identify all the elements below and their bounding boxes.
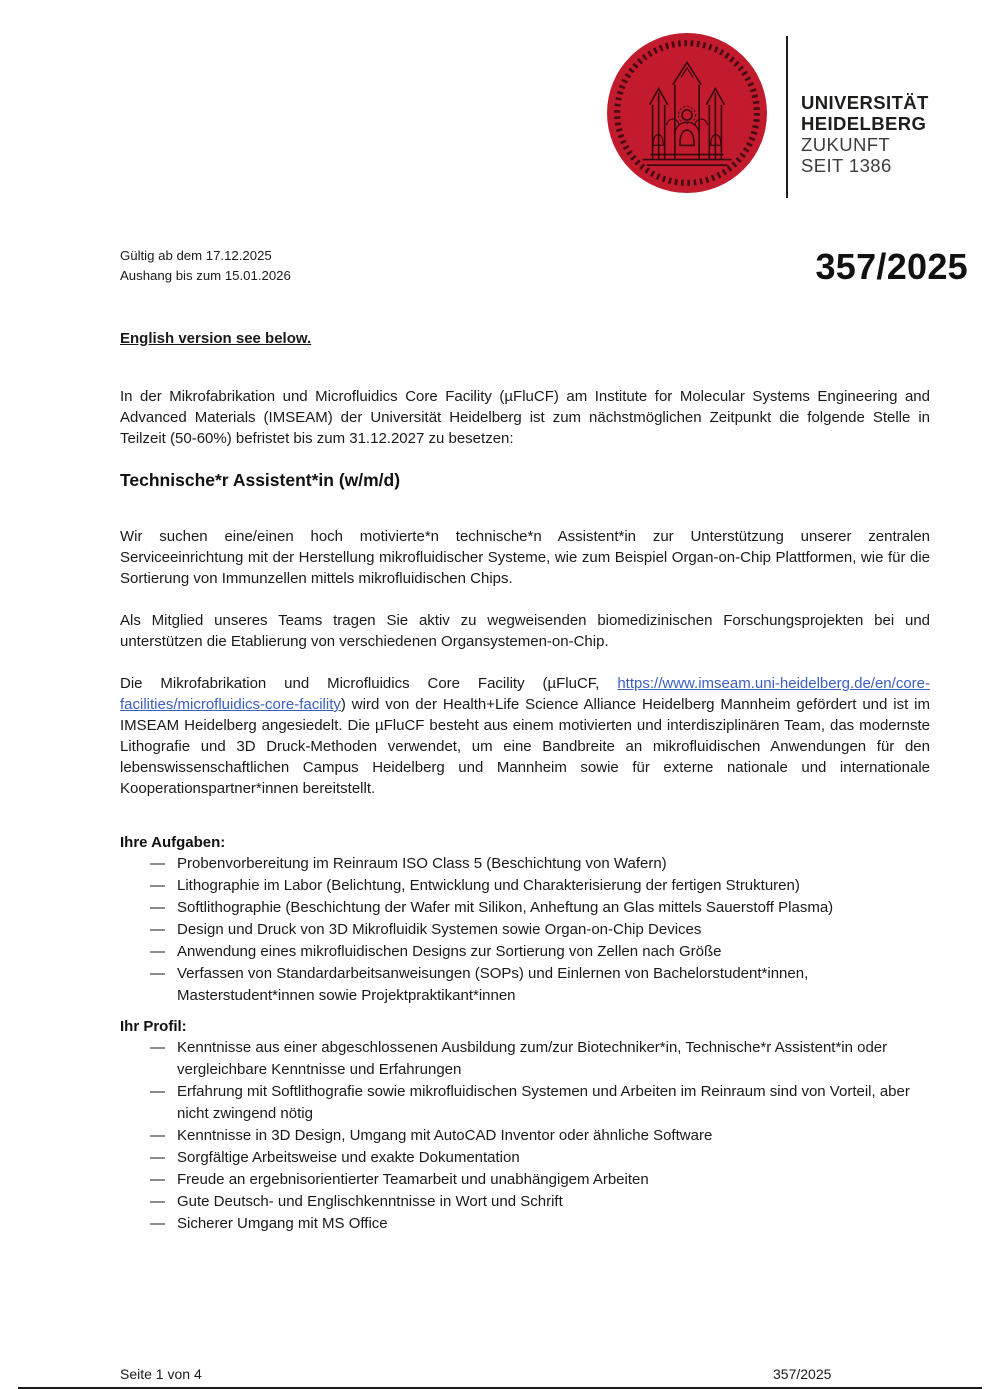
profile-list xyxy=(120,1037,930,1235)
profile-section xyxy=(120,1016,930,1235)
task-item xyxy=(120,853,930,875)
profile-item-text: Kenntnisse in 3D Design, Umgang mit AutoCAD Inventor oder ähnliche Software xyxy=(177,1127,713,1144)
profile-item xyxy=(120,1147,930,1169)
english-version-note: English version see below. xyxy=(120,330,312,347)
footer-reference-number: 357/2025 xyxy=(773,1366,832,1382)
dash-marker: — xyxy=(150,943,165,960)
tasks-section xyxy=(120,832,930,1007)
profile-item xyxy=(120,1081,930,1125)
task-item-text: Probenvorbereitung im Reinraum ISO Class 5 (Beschichtung von Wafern) xyxy=(177,855,667,872)
dash-marker: — xyxy=(150,1215,165,1232)
dash-marker: — xyxy=(150,1083,165,1100)
profile-item xyxy=(120,1213,930,1235)
wordmark-line-zukunft: ZUKUNFT xyxy=(801,134,891,155)
task-item xyxy=(120,963,930,1007)
wordmark-line-heidelberg: HEIDELBERG xyxy=(801,113,927,134)
profile-heading: Ihr Profil: xyxy=(120,1018,187,1035)
dash-marker: — xyxy=(150,877,165,894)
paragraph-wir-suchen: Wir suchen eine/einen hoch motivierte*n technische*n Assistent*in zur Unterstützung unserer zentralen Serviceeinrichtung mit der Herstellung mikrofluidischer Systeme, wie zum Beispiel Organ-on-Chip Plattformen, wie für die Sortierung von Immunzellen mittels mikrofluidischen Chips. xyxy=(120,528,930,587)
job-posting-body xyxy=(120,328,930,1244)
task-item xyxy=(120,897,930,919)
dash-marker: — xyxy=(150,899,165,916)
task-item-text: Softlithographie (Beschichtung der Wafer mit Silikon, Anheftung an Glas mittels Sauerstoff Plasma) xyxy=(177,899,834,916)
facility-link[interactable]: https://www.imseam.uni-heidelberg.de/en/core-facilities/microfluidics-core-facility xyxy=(120,675,930,713)
profile-item xyxy=(120,1037,930,1081)
posted-until-date: Aushang bis zum 15.01.2026 xyxy=(120,267,291,283)
profile-item-text: Gute Deutsch- und Englischkenntnisse in Wort und Schrift xyxy=(177,1193,563,1210)
paragraph-facility xyxy=(120,673,930,799)
task-item-text: Design und Druck von 3D Mikrofluidik Systemen sowie Organ-on-Chip Devices xyxy=(177,921,702,938)
dash-marker: — xyxy=(150,965,165,982)
dash-marker: — xyxy=(150,1039,165,1056)
tasks-list xyxy=(120,853,930,1007)
dash-marker: — xyxy=(150,1127,165,1144)
job-title: Technische*r Assistent*in (w/m/d) xyxy=(120,470,401,490)
facility-text-before-link: Die Mikrofabrikation und Microfluidics Core Facility (µFluCF, xyxy=(120,675,618,692)
intro-paragraph: In der Mikrofabrikation und Microfluidics Core Facility (µFluCF) am Institute for Molecular Systems Engineering and Advanced Materials (IMSEAM) der Universität Heidelberg ist zum nächstmöglichen Zeitpunkt die folgende Stelle in Teilzeit (50-60%) befristet bis zum 31.12.2027 zu besetzen: xyxy=(120,388,930,447)
dash-marker: — xyxy=(150,1149,165,1166)
paragraph-als-mitglied: Als Mitglied unseres Teams tragen Sie aktiv zu wegweisenden biomedizinischen Forschungsprojekten bei und unterstützen die Etablierung von verschiedenen Organsystemen-on-Chip. xyxy=(120,612,930,650)
task-item xyxy=(120,919,930,941)
profile-item xyxy=(120,1191,930,1213)
task-item-text: Lithographie im Labor (Belichtung, Entwicklung und Charakterisierung der fertigen Strukturen) xyxy=(177,877,800,894)
profile-item-text: Erfahrung mit Softlithografie sowie mikrofluidischen Systemen und Arbeiten im Reinraum sind von Vorteil, aber nicht zwingend nötig xyxy=(177,1083,910,1122)
university-wordmark xyxy=(801,92,929,176)
facility-text-after-link: ) wird von der Health+Life Science Alliance Heidelberg Mannheim gefördert und ist im IMSEAM Heidelberg angesiedelt. Die µFluCF besteht aus einem motivierten und interdisziplinären Team, das modernste Lithografie und 3D Druck-Methoden verwendet, um eine Bandbreite an mikrofluidischen Anwendungen für den lebenswissenschaftlichen Campus Heidelberg und Mannheim sowie für externe nationale und internationale Kooperationspartner*innen bereitstellt. xyxy=(120,696,930,797)
meta-row xyxy=(120,246,968,286)
tasks-heading: Ihre Aufgaben: xyxy=(120,834,226,851)
logo-divider xyxy=(786,36,788,198)
valid-from-date: Gültig ab dem 17.12.2025 xyxy=(120,248,272,263)
footer-page-number: Seite 1 von 4 xyxy=(120,1366,202,1382)
validity-dates xyxy=(120,246,291,285)
task-item xyxy=(120,875,930,897)
profile-item-text: Kenntnisse aus einer abgeschlossenen Ausbildung zum/zur Biotechniker*in, Technische*r Assistent*in oder vergleichbare Kenntnisse und Erfahrungen xyxy=(177,1039,888,1078)
university-heidelberg-seal-icon xyxy=(606,32,768,194)
profile-item xyxy=(120,1125,930,1147)
reference-number: 357/2025 xyxy=(815,246,968,287)
profile-item-text: Sorgfältige Arbeitsweise und exakte Dokumentation xyxy=(177,1149,520,1166)
profile-item xyxy=(120,1169,930,1191)
dash-marker: — xyxy=(150,1171,165,1188)
dash-marker: — xyxy=(150,1193,165,1210)
wordmark-line-universitaet: UNIVERSITÄT xyxy=(801,92,929,113)
dash-marker: — xyxy=(150,921,165,938)
task-item-text: Verfassen von Standardarbeitsanweisungen (SOPs) und Einlernen von Bachelorstudent*innen, Masterstudent*innen sowie Projektpraktikant*innen xyxy=(177,965,809,1004)
profile-item-text: Freude an ergebnisorientierter Teamarbeit und unabhängigem Arbeiten xyxy=(177,1171,649,1188)
dash-marker: — xyxy=(150,855,165,872)
task-item-text: Anwendung eines mikrofluidischen Designs zur Sortierung von Zellen nach Größe xyxy=(177,943,722,960)
profile-item-text: Sicherer Umgang mit MS Office xyxy=(177,1215,388,1232)
wordmark-line-seit-1386: SEIT 1386 xyxy=(801,155,892,176)
task-item xyxy=(120,941,930,963)
